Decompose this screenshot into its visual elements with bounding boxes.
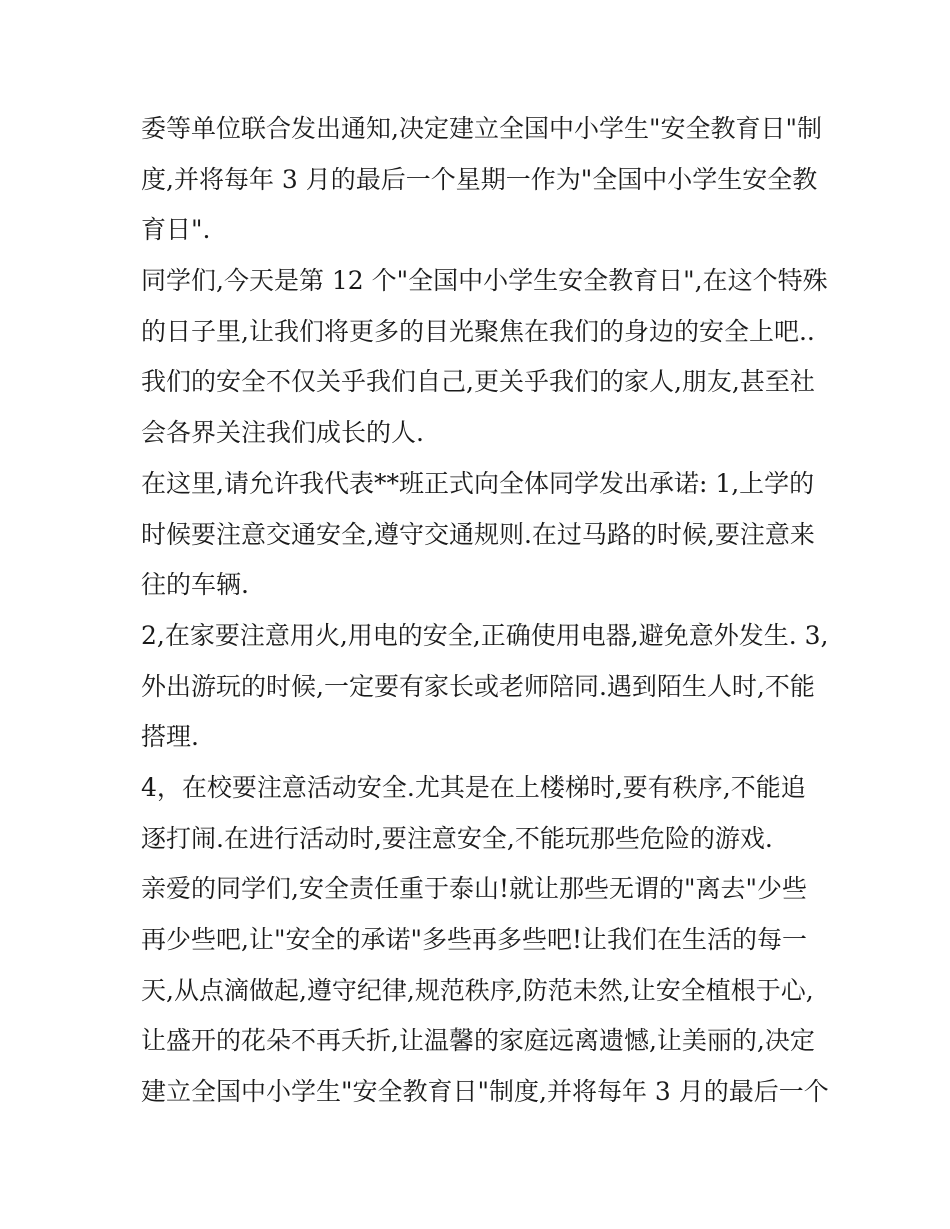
text-line: 让盛开的花朵不再夭折,让温馨的家庭远离遗憾,让美丽的,决定 xyxy=(141,1026,815,1056)
text-line: 2,在家要注意用火,用电的安全,正确使用电器,避免意外发生. 3, xyxy=(141,620,829,650)
text-line: 建立全国中小学生"安全教育日"制度,并将每年 3 月的最后一个 xyxy=(141,1077,829,1107)
text-line: 我们的安全不仅关乎我们自己,更关乎我们的家人,朋友,甚至社 xyxy=(141,367,815,397)
text-line: 同学们,今天是第 12 个"全国中小学生安全教育日",在这个特殊 xyxy=(141,266,828,296)
text-line: 亲爱的同学们,安全责任重于泰山!就让那些无谓的"离去"少些 xyxy=(141,874,807,904)
text-line: 委等单位联合发出通知,决定建立全国中小学生"安全教育日"制 xyxy=(141,114,822,143)
text-line: 天,从点滴做起,遵守纪律,规范秩序,防范未然,让安全植根于心, xyxy=(141,975,814,1005)
text-line: 外出游玩的时候,一定要有家长或老师陪同.遇到陌生人时,不能 xyxy=(141,671,815,701)
text-line: 在这里,请允许我代表**班正式向全体同学发出承诺: 1,上学的 xyxy=(141,468,815,498)
text-line: 育日". xyxy=(141,215,211,245)
text-line: 逐打闹.在进行活动时,要注意安全,不能玩那些危险的游戏. xyxy=(141,823,773,853)
text-line: 再少些吧,让"安全的承诺"多些再多些吧!让我们在生活的每一 xyxy=(141,925,807,954)
text-line: 往的车辆. xyxy=(141,570,249,600)
text-line: 会各界关注我们成长的人. xyxy=(141,418,424,448)
text-line: 度,并将每年 3 月的最后一个星期一作为"全国中小学生安全教 xyxy=(141,164,818,194)
body-text xyxy=(141,104,829,1118)
text-line: 4，在校要注意活动安全.尤其是在上楼梯时,要有秩序,不能追 xyxy=(141,772,806,802)
text-line: 搭理. xyxy=(141,722,199,752)
text-line: 的日子里,让我们将更多的目光聚焦在我们的身边的安全上吧.. xyxy=(141,316,815,346)
text-line: 时候要注意交通安全,遵守交通规则.在过马路的时候,要注意来 xyxy=(141,519,815,549)
